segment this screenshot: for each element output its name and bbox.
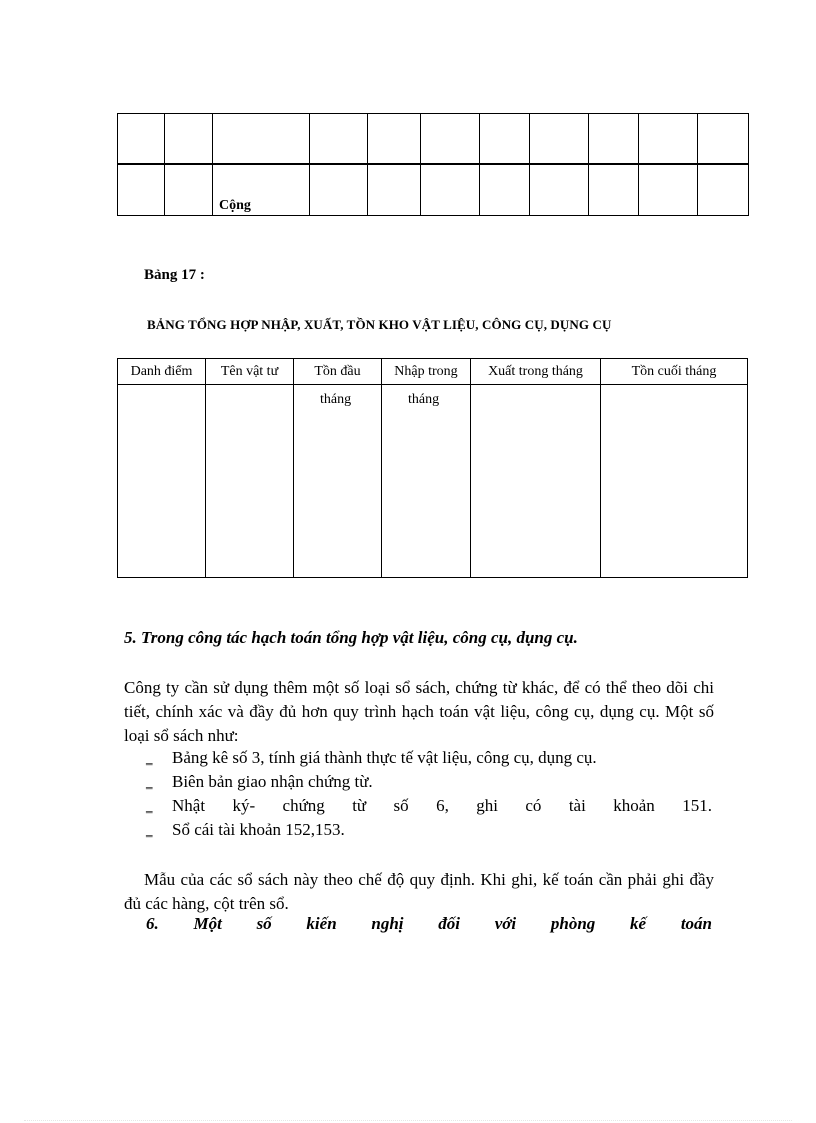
section-6-heading: 6. Một số kiến nghị đối với phòng kế toán [146,914,712,933]
bullet-list [146,746,712,842]
list-item: ‗ Bảng kê số 3, tính giá thành thực tế vật liệu, công cụ, dụng cụ. [146,746,712,770]
bullet-dash: ‗ [146,750,153,765]
column-header: Tồn đầu [294,359,382,385]
page-footer-divider [24,1120,792,1121]
table-cell [206,385,294,578]
column-header: Nhập trong [382,359,471,385]
list-item: ‗ Nhật ký- chứng từ số 6, ghi có tài khoản 151. [146,794,712,818]
column-header: Tên vật tư [206,359,294,385]
column-header: Tồn cuối tháng [601,359,748,385]
table-row-total [118,164,749,216]
table-row [118,114,749,165]
bullet-dash: ‗ [146,774,153,789]
bullet-dash: ‗ [146,822,153,837]
table-cell [118,385,206,578]
continued-table [117,113,749,216]
total-label: Cộng [213,164,310,216]
table-cell [601,385,748,578]
paragraph-forms: Mẫu của các sổ sách này theo chế độ quy định. Khi ghi, kế toán cần phải ghi đầy đủ các hàng, cột trên sổ. [124,870,714,913]
table-cell: tháng [382,385,471,578]
bullet-dash: ‗ [146,798,153,813]
section-5-heading: 5. Trong công tác hạch toán tổng hợp vật liệu, công cụ, dụng cụ. [124,628,578,647]
table-cell: tháng [294,385,382,578]
table-caption: Bảng 17 : [144,267,205,283]
table-header-row [118,359,748,385]
table-title: BẢNG TỔNG HỢP NHẬP, XUẤT, TỒN KHO VẬT LIỆU, CÔNG CỤ, DỤNG CỤ [147,317,612,332]
summary-table [117,358,748,578]
list-item: ‗ Biên bản giao nhận chứng từ. [146,770,712,794]
table-cell [471,385,601,578]
column-header: Xuất trong tháng [471,359,601,385]
column-header: Danh điểm [118,359,206,385]
paragraph-intro: Công ty cần sử dụng thêm một số loại sổ sách, chứng từ khác, để có thể theo dõi chi tiết, chính xác và đầy đủ hơn quy trình hạch toán vật liệu, công cụ, dụng cụ. Một số loại sổ sách như: [124,678,714,745]
list-item: ‗ Sổ cái tài khoản 152,153. [146,818,712,842]
table-row [118,385,748,578]
